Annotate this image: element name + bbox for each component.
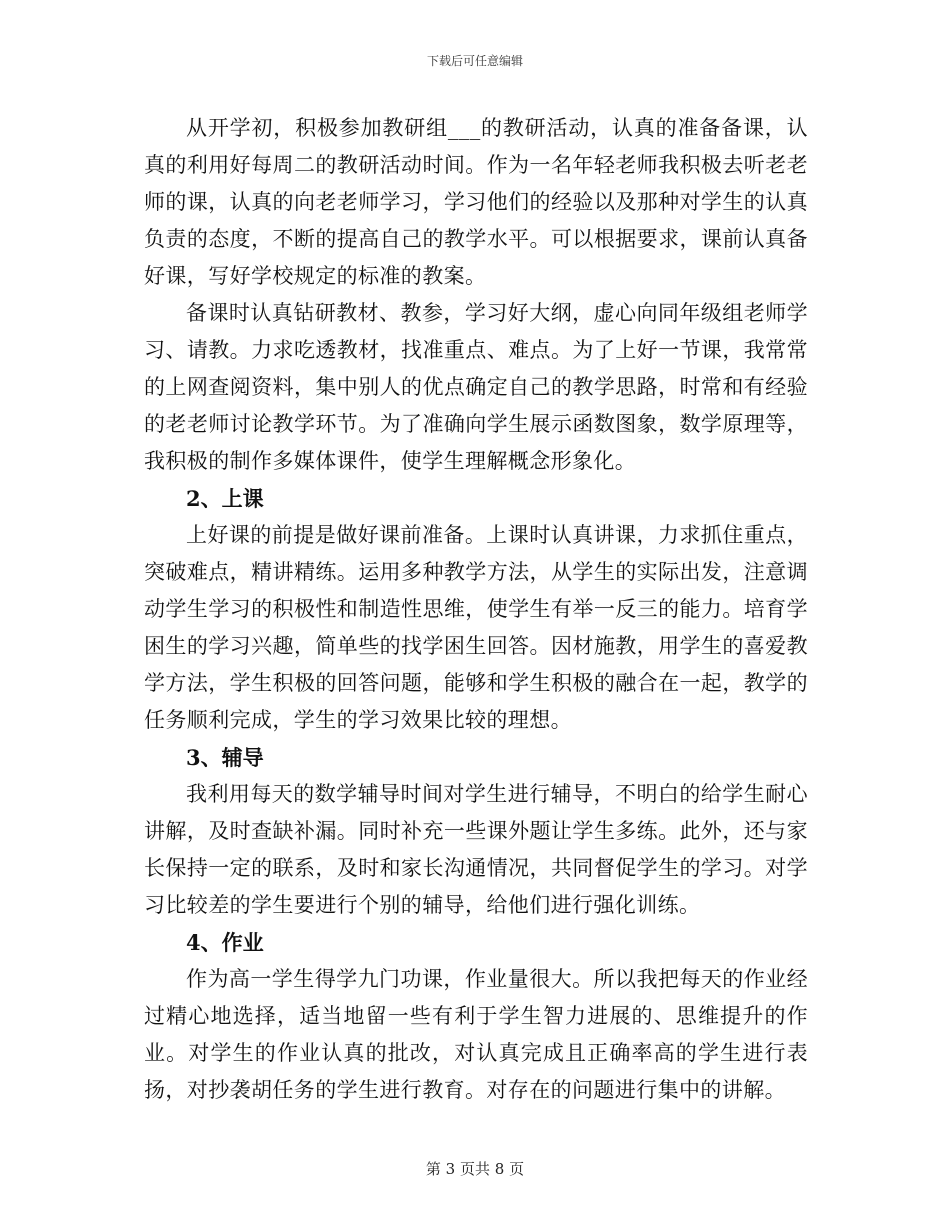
page-number-footer: 第 3 页共 8 页: [425, 1160, 525, 1178]
paragraph-material-study: 备课时认真钻研教材、教参，学习好大纲，虚心向同年级组老师学习、请教。力求吃透教材，找准重点、难点。为了上好一节课，我常常的上网查阅资料，集中别人的优点确定自己的教学思路，时常和有经验的老老师讨论教学环节。为了准确向学生展示函数图象，数学原理等，我积极的制作多媒体课件，使学生理解概念形象化。: [144, 301, 808, 473]
paragraph-homework: 作为高一学生得学九门功课，作业量很大。所以我把每天的作业经过精心地选择，适当地留一些有利于学生智力进展的、思维提升的作业。对学生的作业认真的批改，对认真完成且正确率高的学生进行表扬，对抄袭胡任务的学生进行教育。对存在的问题进行集中的讲解。: [144, 967, 808, 1102]
paragraph-tutoring: 我利用每天的数学辅导时间对学生进行辅导，不明白的给学生耐心讲解，及时查缺补漏。同时补充一些课外题让学生多练。此外，还与家长保持一定的联系，及时和家长沟通情况，共同督促学生的学习。对学习比较差的学生要进行个别的辅导，给他们进行强化训练。: [144, 782, 808, 917]
paragraph-class-teaching: 上好课的前提是做好课前准备。上课时认真讲课，力求抓住重点，突破难点，精讲精练。运用多种教学方法，从学生的实际出发，注意调动学生学习的积极性和制造性思维，使学生有举一反三的能力。培育学困生的学习兴趣，简单些的找学困生回答。因材施教，用学生的喜爱教学方法，学生积极的回答问题，能够和学生积极的融合在一起，教学的任务顺利完成，学生的学习效果比较的理想。: [144, 523, 808, 732]
section-heading-class: 2、上课: [186, 486, 264, 511]
paragraph-lesson-prep: 从开学初，积极参加教研组___的教研活动，认真的准备备课，认真的利用好每周二的教研活动时间。作为一名年轻老师我积极去听老老师的课，认真的向老老师学习，学习他们的经验以及那种对学生的认真负责的态度，不断的提高自己的教学水平。可以根据要求，课前认真备好课，写好学校规定的标准的教案。: [144, 116, 808, 288]
document-body: [144, 110, 808, 1109]
section-heading-tutoring: 3、辅导: [186, 745, 264, 770]
section-heading-homework: 4、作业: [186, 930, 264, 955]
page-header-note: 下载后可任意编辑: [426, 54, 523, 68]
